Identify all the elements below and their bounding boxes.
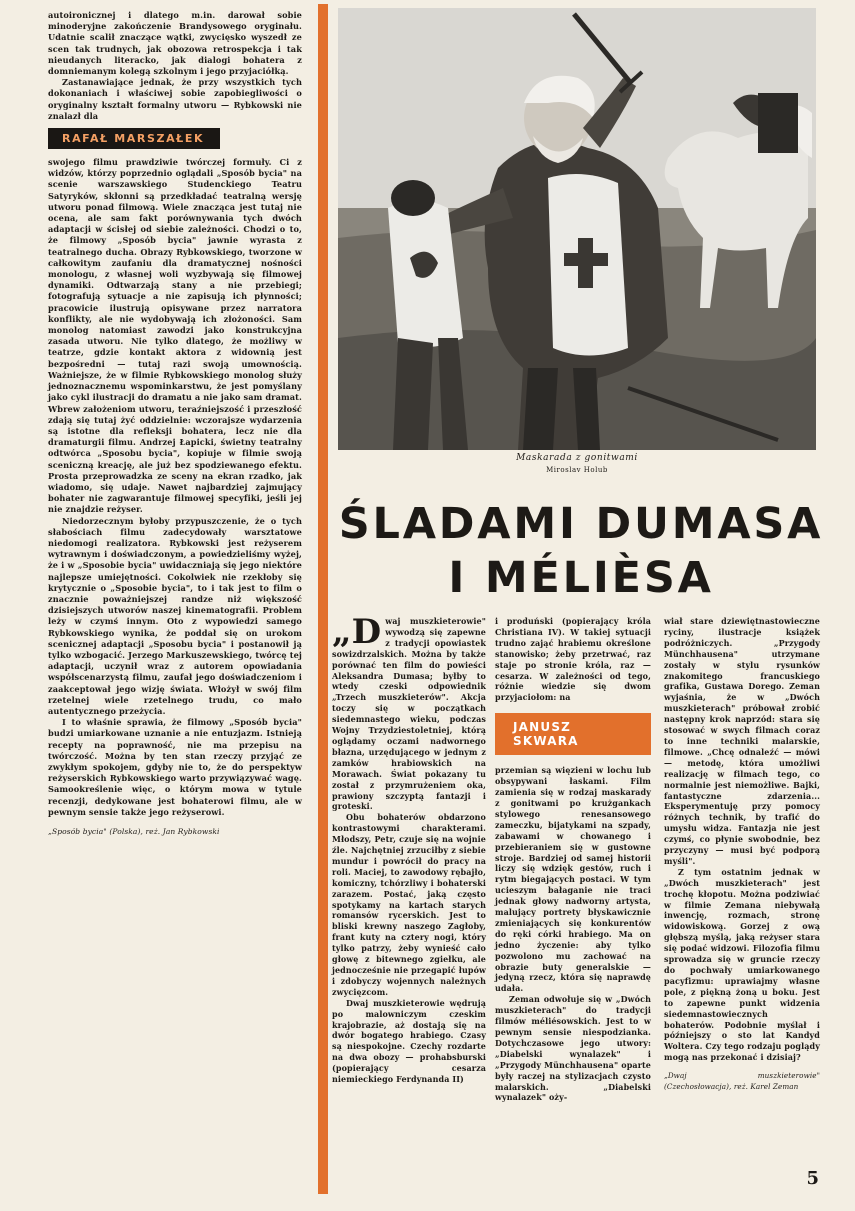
author-label: RAFAŁ MARSZAŁEK xyxy=(48,128,220,149)
film-still-photo xyxy=(338,8,816,450)
left-review-column xyxy=(48,10,302,837)
article-column-1 xyxy=(332,612,486,1085)
article-column-2 xyxy=(495,616,651,1103)
body-paragraph: Niedorzecznym byłoby przypuszczenie, że o tych słabościach filmu zadecydowały warsztatowe niedomogi realizatora. Rybkowski jest reżyserem wytrawnym i doświadczonym, a powiedzieliśmy wyżej, że i w „Sposobie bycia" uwidaczniają się jego niektóre najlepsze umiejętności. Cokolwiek nie rzekłoby się krytycznie o „Sposobie bycia", to i tak jest to film o znacznie poważniejszej randze niż większość dzisiejszych utworów naszej kinematografii. Problem leży w czymś innym. Oto z wypowiedzi samego Rybkowskiego wynika, że poddał się on urokom scenicznej adaptacji „Sposobu bycia" i postanowił ją tylko wzbogacić. Jerzego Markuszewskiego, twórcę tej adaptacji, uczynił wraz z autorem opowiadania współscenarzystą filmu, zaufał jego doświadczeniom i zaakceptował jego wizję świata. Włożył w swój film rzetelnej wiele rzetelnego trudu, co mało autentycznego przeżycia. xyxy=(48,515,302,716)
drop-cap: „D xyxy=(332,612,382,652)
photo-caption-title: Maskarada z gonitwami xyxy=(516,453,638,463)
body-paragraph: swojego filmu prawdziwie twórczej formuły. Ci z widzów, którzy poprzednio oglądali „Sposób bycia" na scenie warszawskiego Studenckiego Teatru Satyryków, skłonni są przedkładać teatralną wersję utworu ponad filmową. Wiele znacząca jest tutaj nie ocena, ale sam fakt porównywania tych dwóch adaptacji w ścisłej od siebie zależności. Chodzi o to, że filmowy „Sposób bycia" jawnie wyrasta z teatralnego ducha. Obrazy Rybkowskiego, tworzone w całkowitym zaufaniu dla dramatycznej nośności monologu, z własnej woli wyzbywają się filmowej dynamiki. Odtwarzają stany a nie przebiegi; fotografują sytuacje a nie zapisują ich płynności; pracowicie ilustrują opisywane przez narratora konflikty, ale nie wydobywają ich złożoności. Sam monolog natomiast zawodzi jako konstrukcyjna zasada utworu. Nie tylko dlatego, że możliwy w teatrze, gdzie kontakt aktora z widownią jest bezpośredni — tutaj razi swoją umownością. Ważniejsze, że w filmie Rybkowskiego monolog służy jednoznacznemu wspominkarstwu, że jest pomyślany jako cykl ilustracji do dramatu a nie jako sam dramat. Wbrew założeniom utworu, teraźniejszość i przeszłość zdają się tutaj żyć oddzielnie: wczorajsze wydarzenia są istotne dla refleksji bohatera, lecz nie dla dramaturgii filmu. Andrzej Łapicki, świetny teatralny odtwórca „Sposobu bycia", kopiuje w filmie swoją sceniczną kreację, ale już bez spodziewanego efektu. Prosta przeprowadzka ze sceny na ekran rzadko, jak wiadomo, się udaje. Nawet najbardziej zajmujący bohater nie zagwarantuje filmowej specyfiki, jeśli jej nie znajdzie reżyser. xyxy=(48,157,302,515)
orange-divider xyxy=(318,4,328,1194)
body-paragraph: Dwaj muszkieterowie wędrują po malowniczym czeskim krajobrazie, aż dostają się na dwór bogatego hrabiego. Czasy są niespokojne. Czechy rozdarte na dwa obozy — prohabsburski (popierający cesarza niemieckiego Ferdynanda II) xyxy=(332,997,486,1085)
headline-line-1: ŚLADAMI DUMASA xyxy=(338,499,824,549)
photo-illustration xyxy=(338,8,816,450)
intro-paragraph: autoironicznej i dlatego m.in. darował sobie minoderyjne zakończenie Brandysowego oryginału. Udatnie scalił znaczące wątki, zwycięsko wyszedł ze scen tak trudnych, jak obozowa retrospekcja i tak nieudanych literacko, jak dialogi bohatera z domniemanym kolegą szkolnym i jego przyjaciółką. xyxy=(48,10,302,77)
article-column-3 xyxy=(664,616,820,1093)
film-credit: „Dwaj muszkieterowie" (Czechosłowacja), reż. Karel Zeman xyxy=(664,1071,820,1092)
headline-line-2: I MÉLIÈSA xyxy=(448,553,714,603)
body-paragraph: wiał stare dziewiętnastowieczne ryciny, ilustracje książek podróżniczych. „Przygody Münchhausena" utrzymane zostały w stylu rysunków znakomitego francuskiego grafika, Gustawa Dorego. Zeman wyjaśnia, że w „Dwóch muszkieterach" próbował zrobić następny krok naprzód: stara się stosować w swych filmach coraz to inne techniki malarskie, filmowe. „Chcę odnaleźć — mówi — metodę, która umożliwi realizację w filmach tego, co normalnie jest niemożliwe. Bajki, fantastyczne zdarzenia... Eksperymentuję przy pomocy różnych technik, by trafić do umysłu widza. Fantazja nie jest czymś, co płynie swobodnie, bez przyczyny — musi być podporą myśli". xyxy=(664,616,820,866)
article-headline xyxy=(336,497,826,605)
intro-paragraph: Zastanawiające jednak, że przy wszystkich tych dokonaniach i właściwej sobie zapobiegliwości o oryginalny kształt formalny utworu — Rybkowski nie znalazł dla xyxy=(48,77,302,121)
body-paragraph: Obu bohaterów obdarzono kontrastowymi charakterami. Młodszy, Petr, czuje się na wojnie źle. Najchętniej zrzuciłby z siebie mundur i powrócił do pracy na roli. Maciej, to zawodowy rębajło, komiczny, tchórzliwy i bohaterski zarazem. Postać, jaką często spotykamy na kartach starych romansów rycerskich. Jest to bliski krewny naszego Zagłoby, frant kuty na cztery nogi, który tylko patrzy, żeby wynieść cało głowę z bitewnego zgiełku, ale jednocześnie nie przegapić łupów i zdobyczy wojennych należnych zwycięzcom. xyxy=(332,812,486,997)
body-paragraph: przemian są więzieni w lochu lub obsypywani łaskami. Film zamienia się w rodzaj maskarady z gonitwami po krużgankach stylowego renesansowego zameczku, bijatykami na szpady, zabawami w chowanego i przebieraniem się w gustowne stroje. Bardziej od samej historii liczy się wdzięk gestów, ruch i rytm biegających postaci. W tym ucieszym bałaganie nie traci jednak głowy nadworny artysta, malujący portrety błyskawicznie zmieniających się konkurentów do ręki córki hrabiego. Ma on jedno życzenie: aby tylko pozwolono mu zachować na obrazie buty generalskie — jedyną rzecz, która się naprawdę udała. xyxy=(495,765,651,994)
film-credit: „Sposób bycia" (Polska), reż. Jan Rybkowski xyxy=(48,827,220,837)
body-paragraph: Zeman odwołuje się w „Dwóch muszkieterach" do tradycji filmów méliésowskich. Jest to w pewnym sensie niespodzianka. Dotychczasowe jego utwory: „Diabelski wynalazek" i „Przygody Münchhausena" oparte były raczej na stylizacjach czysto malarskich. „Diabelski wynalazek" oży- xyxy=(495,994,651,1103)
lead-text: waj muszkieterowie" wywodzą się zapewne z tradycji opowiastek sowizdrzalskich. Można by także porównać ten film do powieści Aleksandra Dumasa; byłby to wtedy czeski odpowiednik „Trzech muszkieterów". Akcja toczy się w początkach siedemnastego wieku, podczas Wojny Trzydziestoletniej, którą oglądamy oczami nadwornego błazna, urzędującego w jednym z zamków hrabiowskich na Morawach. Świat pokazany tu został z przymrużeniem oka, prawiony szczyptą fantazji i groteski. xyxy=(332,616,486,812)
author-label: JANUSZ SKWARA xyxy=(495,713,651,755)
body-paragraph: Z tym ostatnim jednak w „Dwóch muszkieterach" jest trochę kłopotu. Można podziwiać w filmie Zemana niebywałą inwencję, rozmach, stronę widowiskową. Gorzej z ową głębszą myślą, jaką reżyser stara się podać widzowi. Filozofia filmu sprowadza się w gruncie rzeczy do pochwały umiarkowanego pacyfizmu: uprawiajmy własne pole, z piękną żoną u boku. Jest to zapewne punkt widzenia siedemnastowiecznych bohaterów. Podobnie myślał i późniejszy o sto lat Kandyd Woltera. Czy tego rodzaju poglądy mogą nas przekonać i dzisiaj? xyxy=(664,866,820,1063)
lead-paragraph xyxy=(332,612,486,812)
body-paragraph: I to właśnie sprawia, że filmowy „Sposób bycia" budzi umiarkowane uznanie a nie entuzjazm. Istnieją recepty na poprawność, nie ma przepisu na twórczość. Można by ten stan rzeczy przyjąć ze zwykłym spokojem, gdyby nie to, że do perspektyw reżyserskich Rybkowskiego warto przywiązywać wagę. Samookreślenie więc, o którym mowa w tytule recenzji, dedykowane jest bohaterowi filmu, ale w pewnym sensie także jego reżyserowi. xyxy=(48,717,302,817)
photo-caption xyxy=(338,453,816,474)
photo-credit: Miroslav Holub xyxy=(546,466,608,474)
page-number: 5 xyxy=(806,1168,819,1189)
body-paragraph: i produński (popierający króla Christiana IV). W takiej sytuacji trudno zająć hrabiemu określone stanowisko; żeby przetrwać, raz staje po stronie króla, raz — cesarza. W zależności od tego, różnie wiedzie się dwom przyjaciołom: na xyxy=(495,616,651,703)
